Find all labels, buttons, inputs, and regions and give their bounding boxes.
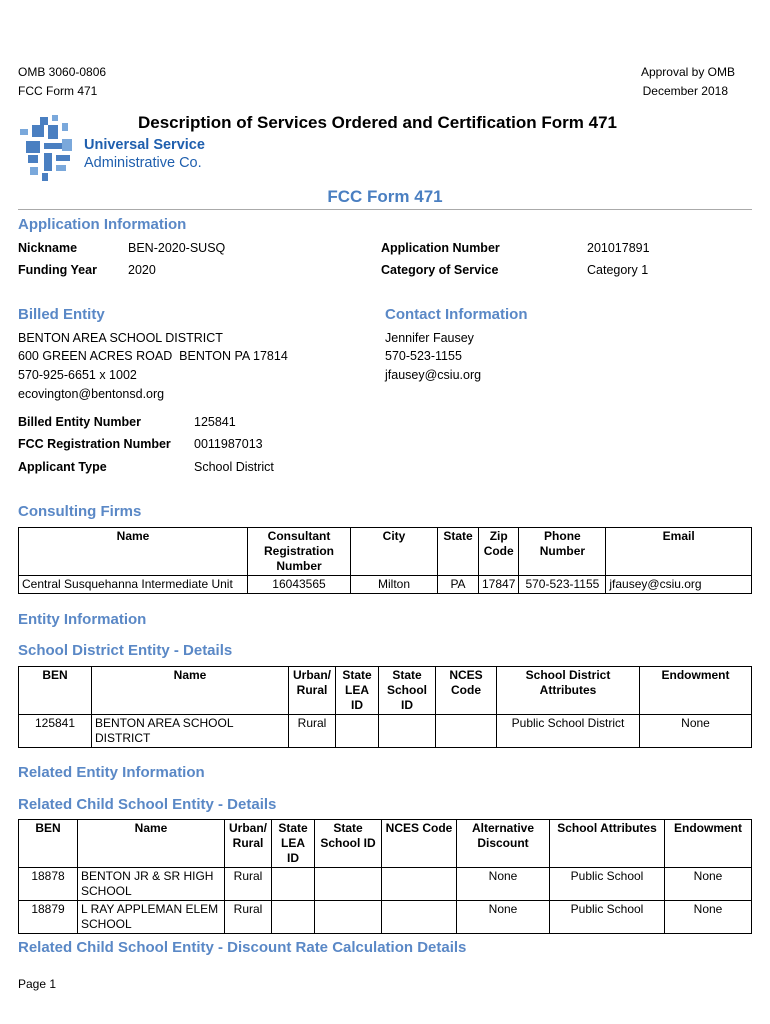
- cell: Rural: [289, 715, 336, 748]
- col-header: Phone Number: [519, 528, 606, 576]
- cell: Public School District: [497, 715, 640, 748]
- category-value: Category 1: [587, 263, 649, 277]
- contact-info-title: Contact Information: [385, 306, 528, 323]
- usac-logo: [16, 115, 216, 185]
- cell: None: [457, 901, 550, 934]
- col-header: School District Attributes: [497, 667, 640, 715]
- page-title: Description of Services Ordered and Certification Form 471: [138, 113, 617, 132]
- application-info-title: Application Information: [18, 216, 187, 233]
- consulting-firms-table: [18, 527, 752, 594]
- logo-line2: Administrative Co.: [84, 155, 202, 171]
- billed-entity-title: Billed Entity: [18, 306, 105, 323]
- cell: 570-523-1155: [519, 576, 606, 594]
- nickname-label: Nickname: [18, 241, 78, 255]
- cell: [315, 901, 382, 934]
- fcc-registration-value: 0011987013: [194, 437, 263, 451]
- fcc-registration-label: FCC Registration Number: [18, 437, 171, 451]
- billed-entity-address: 600 GREEN ACRES ROAD BENTON PA 17814: [18, 349, 288, 363]
- col-header: Endowment: [640, 667, 752, 715]
- cell: None: [640, 715, 752, 748]
- table-header-row: [19, 667, 752, 715]
- col-header: Alternative Discount: [457, 820, 550, 868]
- applicant-type-label: Applicant Type: [18, 460, 107, 474]
- related-entity-title: Related Entity Information: [18, 764, 205, 781]
- table-row: [19, 868, 752, 901]
- page-number: Page 1: [18, 977, 57, 991]
- consulting-firms-title: Consulting Firms: [18, 503, 142, 520]
- cell: [379, 715, 436, 748]
- cell: jfausey@csiu.org: [606, 576, 752, 594]
- col-header: NCES Code: [382, 820, 457, 868]
- col-header: Name: [19, 528, 248, 576]
- cell: [436, 715, 497, 748]
- table-row: [19, 715, 752, 748]
- cell: [272, 868, 315, 901]
- col-header: School Attributes: [550, 820, 665, 868]
- funding-year-value: 2020: [128, 263, 156, 277]
- cell: [336, 715, 379, 748]
- col-header: Name: [78, 820, 225, 868]
- cell: Public School: [550, 868, 665, 901]
- col-header: Urban/ Rural: [289, 667, 336, 715]
- form-subtitle: FCC Form 471: [327, 187, 443, 206]
- col-header: Name: [92, 667, 289, 715]
- related-child-title: Related Child School Entity - Details: [18, 796, 277, 813]
- ben-label: Billed Entity Number: [18, 415, 141, 429]
- cell: L RAY APPLEMAN ELEM SCHOOL: [78, 901, 225, 934]
- cell: BENTON JR & SR HIGH SCHOOL: [78, 868, 225, 901]
- related-child-table: [18, 819, 752, 934]
- col-header: Zip Code: [479, 528, 519, 576]
- cell: Rural: [225, 868, 272, 901]
- cell: 17847: [479, 576, 519, 594]
- col-header: State School ID: [379, 667, 436, 715]
- cell: [382, 868, 457, 901]
- applicant-type-value: School District: [194, 460, 274, 474]
- cell: BENTON AREA SCHOOL DISTRICT: [92, 715, 289, 748]
- cell: Central Susquehanna Intermediate Unit: [19, 576, 248, 594]
- usac-logo-icon: [16, 115, 80, 185]
- omb-approval-date: December 2018: [642, 84, 728, 98]
- table-row: [19, 576, 752, 594]
- cell: 18878: [19, 868, 78, 901]
- logo-line1: Universal Service: [84, 137, 205, 153]
- col-header: State LEA ID: [336, 667, 379, 715]
- application-number-value: 201017891: [587, 241, 650, 255]
- cell: Public School: [550, 901, 665, 934]
- cell: Milton: [351, 576, 438, 594]
- contact-email: jfausey@csiu.org: [385, 368, 482, 382]
- cell: PA: [438, 576, 479, 594]
- omb-approval: Approval by OMB: [640, 65, 735, 79]
- omb-number: OMB 3060-0806: [18, 65, 107, 79]
- col-header: BEN: [19, 820, 78, 868]
- table-header-row: [19, 820, 752, 868]
- cell: [315, 868, 382, 901]
- col-header: NCES Code: [436, 667, 497, 715]
- form-number: FCC Form 471: [18, 84, 98, 98]
- col-header: City: [351, 528, 438, 576]
- cell: Rural: [225, 901, 272, 934]
- contact-phone: 570-523-1155: [385, 349, 462, 363]
- billed-entity-email: ecovington@bentonsd.org: [18, 387, 165, 401]
- col-header: State LEA ID: [272, 820, 315, 868]
- col-header: Consultant Registration Number: [248, 528, 351, 576]
- cell: 18879: [19, 901, 78, 934]
- discount-rate-title: Related Child School Entity - Discount Rate Calculation Details: [18, 939, 467, 956]
- col-header: Endowment: [665, 820, 752, 868]
- col-header: BEN: [19, 667, 92, 715]
- cell: 125841: [19, 715, 92, 748]
- cell: [272, 901, 315, 934]
- application-number-label: Application Number: [381, 241, 500, 255]
- billed-entity-name: BENTON AREA SCHOOL DISTRICT: [18, 331, 223, 345]
- cell: [382, 901, 457, 934]
- entity-info-title: Entity Information: [18, 611, 147, 628]
- col-header: State: [438, 528, 479, 576]
- col-header: Urban/ Rural: [225, 820, 272, 868]
- category-label: Category of Service: [381, 263, 499, 277]
- table-header-row: [19, 528, 752, 576]
- col-header: Email: [606, 528, 752, 576]
- contact-name: Jennifer Fausey: [385, 331, 474, 345]
- school-district-table: [18, 666, 752, 748]
- school-district-title: School District Entity - Details: [18, 642, 233, 659]
- cell: None: [665, 868, 752, 901]
- table-row: [19, 901, 752, 934]
- divider: [18, 209, 752, 210]
- cell: None: [665, 901, 752, 934]
- ben-value: 125841: [194, 415, 236, 429]
- nickname-value: BEN-2020-SUSQ: [128, 241, 226, 255]
- cell: None: [457, 868, 550, 901]
- funding-year-label: Funding Year: [18, 263, 97, 277]
- billed-entity-phone: 570-925-6651 x 1002: [18, 368, 137, 382]
- cell: 16043565: [248, 576, 351, 594]
- col-header: State School ID: [315, 820, 382, 868]
